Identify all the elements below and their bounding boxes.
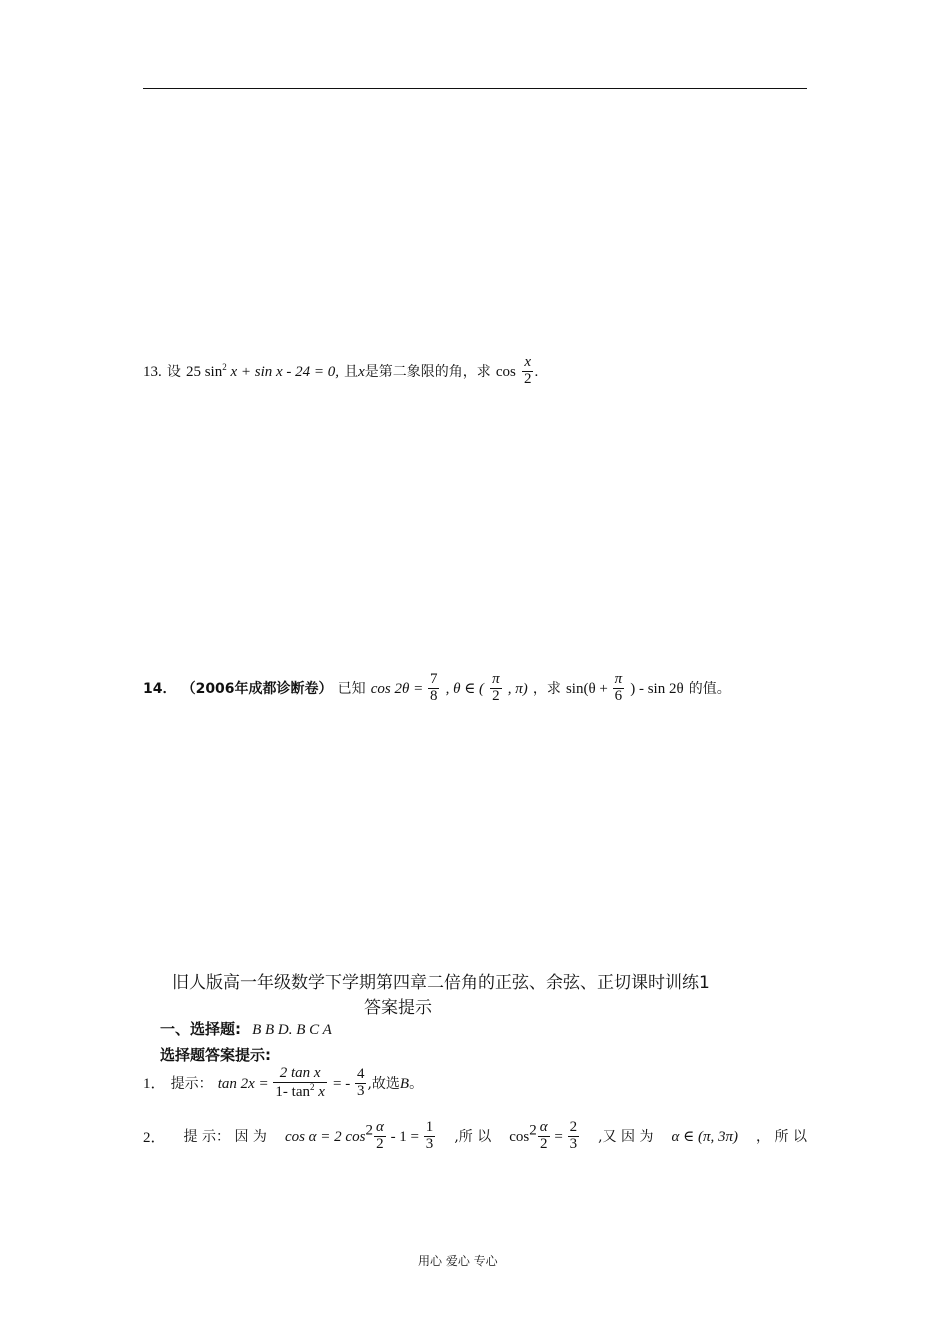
a1-lhs: tan 2x = bbox=[217, 1075, 273, 1092]
answers-title-line1: 旧人版高一年级数学下学期第四章二倍角的正弦、余弦、正切课时训练1 bbox=[172, 973, 710, 993]
page-footer: 用心 爱心 专心 bbox=[418, 1254, 498, 1268]
answer-1 bbox=[143, 1066, 423, 1101]
q13-cos: cos bbox=[495, 363, 516, 380]
q13-tail: 是第二象限的角，求 bbox=[364, 363, 491, 380]
q14-fraction-pi-2: $\frac{\pi}{2}$ bbox=[492, 671, 500, 704]
a2-therefore-1: ,所 以 bbox=[454, 1129, 492, 1146]
q14-fraction-pi-6: $\frac{\pi}{6}$ bbox=[614, 671, 623, 704]
q13-end: . bbox=[534, 363, 539, 380]
a1-lead: 提示： bbox=[170, 1075, 213, 1092]
q13-var-x: x bbox=[358, 363, 365, 380]
a2-therefore-2: ， 所 以 bbox=[756, 1129, 807, 1146]
a1-fraction-4-3: $\frac{4}{3}$ bbox=[356, 1066, 365, 1099]
a1-mid: = - bbox=[333, 1075, 354, 1092]
answer-2 bbox=[143, 1120, 807, 1153]
q14-end-expr: ) - sin 2θ bbox=[630, 680, 684, 697]
q14-tail: 的值。 bbox=[688, 680, 731, 697]
q14-sin: sin(θ + bbox=[565, 680, 612, 697]
answers-title-line2: 答案提示 bbox=[364, 998, 432, 1018]
q14-source: （2006年成都诊断卷） bbox=[181, 680, 333, 697]
q14-number: 14． bbox=[143, 680, 177, 697]
a2-expr-2: $\cos^2$ $\frac{\alpha}{2}$ = $\frac{2}{3}$ bbox=[509, 1119, 578, 1152]
a1-choice: B bbox=[399, 1075, 410, 1092]
q14-fraction-7-8: $\frac{7}{8}$ bbox=[429, 671, 438, 704]
section-2-label: 选择题答案提示: bbox=[160, 1046, 271, 1064]
a2-number: 2． bbox=[143, 1129, 166, 1146]
a2-lead: 提 示： 因 为 bbox=[183, 1129, 267, 1146]
question-14 bbox=[143, 672, 731, 705]
q13-fraction: $\frac{x}{2}$ bbox=[523, 354, 532, 387]
q13-number: 13. bbox=[143, 363, 162, 380]
a1-tail: ,故选 bbox=[367, 1075, 400, 1092]
header-rule bbox=[143, 88, 807, 89]
section-1-label: 一、选择题: bbox=[160, 1020, 241, 1038]
a1-number: 1． bbox=[143, 1075, 166, 1092]
a1-fraction-tan: $\frac{\text{2 tan x}}{1- \tan^2 x}$ bbox=[275, 1065, 325, 1100]
q13-lead: 设 bbox=[166, 363, 181, 380]
q14-mid2: , π) bbox=[507, 680, 528, 697]
a1-end: 。 bbox=[409, 1075, 424, 1092]
question-13 bbox=[143, 355, 538, 388]
q14-sep: ，求 bbox=[532, 680, 561, 697]
q14-mid: , θ ∈ ( bbox=[445, 680, 485, 697]
a2-expr-3: α ∈ (π, 3π) bbox=[671, 1128, 739, 1145]
section-1-answers: B B D. B C A bbox=[252, 1022, 332, 1038]
section-1 bbox=[160, 1018, 332, 1039]
q13-equation: 25 $\sin^2 x + \sin x - 24 = 0$, bbox=[185, 361, 340, 380]
q13-mid: 且 bbox=[344, 363, 359, 380]
q14-lead: 已知 bbox=[337, 680, 366, 697]
a2-expr-1: cos α = 2 $\cos^2$ $\frac{\alpha}{2}$ - 1 = $\frac{1}{3}$ bbox=[284, 1119, 434, 1152]
q14-cos2: cos 2θ = bbox=[370, 680, 427, 697]
a2-also-because: ,又 因 为 bbox=[598, 1129, 654, 1146]
